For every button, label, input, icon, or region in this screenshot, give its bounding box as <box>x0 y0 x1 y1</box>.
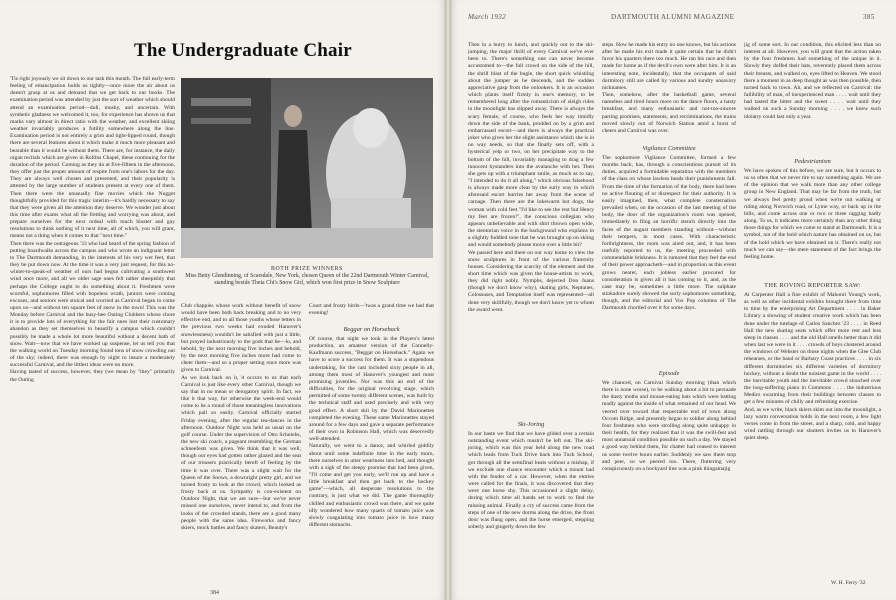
left-column-2: Club chappies whose work without benefit of snow would have been both back breaking and to no very effective end, and to all those youths whose letters in the previous two weeks had exuded Hanover's snowlessness) wouldn't be satisfied with just a little, but prayed industriously to the gods that be—lo, and behold, by the next morning five inches and behold, by the next morning five inches more had come to cheer them—and so a proper setting once more was given to Carnival. As we look back on it, it occurs to us that each Carnival is just like every other Carnival, though we say that in no mean or derogatory spirit. In fact, we like it that way, for otherwise the week-end would come to be a round of those meaningless innovations which pall so easily. Carnival officially started Friday evening, after the regular tea-dances in the afternoon. Outdoor Night was held as usual on the golf course. Under the supervision of Otto Schniebs, the new ski coach, a pageant resembling the German schneefests was given. We think that it was well, though our eyes had gotten rather glazed and the seat of our trousers practically bereft of feeling by the time it was over. There was a slight wait for the Queen of the Snows, a downright pretty girl, and we turned frosty to look at the crowd, which looked as frosty back at us. Sympathy is con-existent on Outdoor Night, that we are sure—but we've never missed one ourselves, never intend to, and from the looks of the crowded stands, there are a good many people with the same idea. Fireworks and fancy skiers, mock battles and fancy skaters, Beauty's <box>181 303 301 531</box>
folio-number: 385 <box>863 13 875 21</box>
right-column-3b: We have spoken of this before, we are sure, but it occurs to us so often that we never tire to say something again. We are of the opinion that we walk more than any other college group in New England. That may be far from the truth, but we always feel pretty proud when we're out walking or riding along Norwich road, or Lyme way, or back up in the hills, and come across one or two or three ragging badly along. To us, it indicates more certainly than any other thing those things for which we come to stand at Dartmouth. It is a symbol, not of the hold which nature has obtained on us, but of the hold which we have obtained on it. There's really not much we can say—the mere statement of the fact brings the feeling home. <box>744 168 881 260</box>
left-column-3b: Of course, that night we took in the Players's latest production, an amateur version of the Connelly-Kaufmann success, "Beggar on Horseback." Again we have to score a success for them. It was a stupendous undertaking, for the cast included sixty people in all, among them most of Hanover's youngest and most promising juveniles. Nor was this an end of the difficulties, for the original revolving stage, which permitted of some twenty different scenes, was built by the technical staff and used precisely and with very good effect. A short skit by the David Marionettes completed the evening. These same Marionettes stayed around for a few days and gave a separate performance of their own in Robinson Hall, which was deservedly well-attended. Naturally, we went to a dance, and whirled giddily about until some indefinite time in the early morn, there ourselves in utter weariness into bed, and thought with a sigh of the sleepy promise that had been given, "I'll come and get you early, we'll run up and have a little breakfast and then get back to the hockey game"—which, all desperate resolutions to the contrary, is just what we did. The game thoroughly chilled and enthusiastic crowd was there, and we quite idly wondered how many quarts of tomato juice was slowly coagulating into tomato juice in how many different stomachs. <box>309 336 434 529</box>
subhead-roving-reporter: THE ROVING REPORTER SAW: <box>764 282 861 289</box>
right-column-3c: At Carpenter Hall a fine exhibit of Mahonri Young's work, as well as other incidental exhibits brought there from time to time by the enterprising Art Department . . . . in Baker Library a showing of student creative work which has been done under the tutelage of Carlos Sanchez '23 . . . . in Reed Hall the new skating seats which offer more rest and less sleep in classes . . . . and the old Hall smells better than it did when last we were in it . . . . crowds of boys clustered around the windows of Webster on those nights when the Glee Club rehearses, or the band or Barbary Coast practices . . . . in six different dormitories six different varieties of dormitory hockey, without a doubt the noisiest game in the world . . . . the inevitable youth and the inevitable crowd slouched over the long-suffering piano in Commons . . . . the industrious Medics swarming from their buildings between classes to get a few minutes of chilly and refreshing exercise. And, as we write, black skiers skim out into the moonlight, a lazy warm conversation holds in the next room, a few light verses come in from the street, and a sharp, cold, and happy wind rattling through our shutters invites us to Hanover's quiet sleep. <box>744 292 881 442</box>
right-page <box>451 0 896 600</box>
photo-image <box>181 78 433 258</box>
subhead-episode: Episode <box>658 370 680 377</box>
right-column-2b: The sophomore Vigilance Committee, formed a few months back, has, through a conscientious pursuit of its duties, acquired a formidable reputation with the members of the class on whose lawless heads their punishments fall. From the time of the formation of the body, there had been no active flouting of or disrespect for their authority. It is easily imagined, then, what complete consternation prevailed when, on the occasion of the last meeting of the body, the door of the organization's room was opened, immediately to fling an horrific stench directly into the faces of the august members standing without—without their tempers, in most cases. With characteristic forthrightness, the room was aired out, and, it has been ruefully reported to us, the meeting proceeded with commendable briskness. It is rumored that they feel the end of their power approacheth—and in proportion as this event grows nearer, each jobless earlier procured for consideration is given all it has coming to it, and, as the case may be, sometimes a little more. The sulphate stinkadore surely showed the surly sophomores something, though, and the editorial and Vox Pop columns of The Dartmouth chortled over it for some days. <box>602 155 736 312</box>
right-column-2: steps. How he made his entry no one knows, but his actions after he made his exit made it quite certain that he didn't favor his quarters there too much. He ran his race and then made for home as if the devil's own were after him. It is an interesting note, incidentally, that the occupants of said dormitory still are called by various and sundry unsavory nicknames. Then, somehow, after the basketball game, several nameless and tired hours more on the dance floors, a hasty breakfast, and many enthusiastic and not-too-sincere parting promises, statements, and recriminations, the trains moved slowly out of Norwich Station amid a burst of cheers and Carnival was over. <box>602 42 736 134</box>
left-column-1: 'Tis right joyously we sit down to our task this month. The full early-term feeling of emancipation holds us tightly—once more the air about us doesn't grasp at us and demand that we get back to our books. The examination period was attended by just the sort of weather which should attend an examination period—dull, mushy, and uncertain. With synthetic gladness we welcomed it, too, for experience has shown us that marks vary almost in direct ratio with the weather, and excellent skiing weather invariably produces a futility somewhere along the line. Examination period is not entirely a grim and tight-lipped round, though there are several features about it which make it much more pleasant and bearable than it would be without them. There are, for instance, the daily organ recitals which are given in Rollins Chapel, these continuing for the duration of the period. Coming as they do at five-fifteen in the afternoon, they offer just the proper amount of respite from one's labors for the day. They are always well chosen and presented, and their popularity is attested by the large number of students present at every one of them. Then there were the unusually fine movies which the Nugget thoughtfully provided for this tragic interim—it's hardly necessary to say that they were given all the attention they deserve. We wonder just about this time after exams what all the fretting and worrying was about, and prepare ourselves for the next ordeal with much bluster and gay resolutions to think nothing of it next time, all of which, you will grant, means not a thing when it comes to that "next time." Then there was the outrageous '33 who had heard of the spring fashion of putting boardwalks across the campus and who wrote an indignant letter to The Dartmouth demanding, in the interests of his very wet feet, that they be put down now. At the time it was a very just request, for this no-winter-to-speak-of weather of ours had begun cultivating a southwest wind once more, and all we older sage ones felt rather sheepishly that perhaps the College ought to do something about it. Freshmen were scornful, sophomores filled with hopeless wrath, juniors were coining excuses, and seniors were stoical and worried as Carnival began to come upon us—and without ten square feet of snow in the town! This was the Monday before Carnival and the busy-bee Outing Clubbers whose chore it is to provide lots of everything for the fair ones lost their customary abandon as they set themselves to beautify a campus which couldn't possibly be made a whole lot more beautiful without a decent bath of snow. Wait—now that we have worked up suspense, let us tell you that the walking world on Tuesday morning found tons of snow crowding out of the sky; indeed, there was enough by night to insure a moderately successful Carnival, and the littlest ideas were no more. Having tasted of success, however, they (we mean by "they" primarily the Outing <box>10 76 175 383</box>
prize-winners-photo <box>181 78 433 258</box>
right-column-1b: In our haste we find that we have glided over a certain outstanding event which mustn't be left out. The ski-joring, which was this year held along the new road which leads from Tuck Drive back into Tuck School, got through all the semifinal heats without a mishap, if we exclude one chance encounter which a mount had with the fender of a car. However, when the entries were called for the finals, it was discovered that they were one horse shy. This occasioned a slight delay, during which time all hands set to work to find the missing animal. Finally a cry of success came from the steps of one of the new dorms along the drive, the front door was flung open, and the horse emerged, stepping soberly and gingerly down the few <box>468 431 594 531</box>
subhead-pedestrianism: Pedestrianism <box>794 158 831 165</box>
subhead-ski-joring: Ski-Joring <box>517 421 545 428</box>
photo-caption-head: BOTH PRIZE WINNERS <box>271 266 343 272</box>
left-page <box>0 0 445 600</box>
folio-title: DARTMOUTH ALUMNI MAGAZINE <box>611 13 735 21</box>
author-signature: W. H. Ferry '32 <box>831 580 866 586</box>
left-column-3: Court and frosty birds—'twas a grand time we had that evening! <box>309 303 434 317</box>
right-column-2c: We chanced, on Carnival Sunday morning (than which there is none worse), to be walking about a bit to persuade the dusty moths and mouse-eating bats which were batting madly against the inside of what remained of our head. We veered over toward that respectable end of town along Occom Ridge, and presently began to soldier along behind four freshmen who were strolling along quite unhappy in their health, for they realized that it was the swill-fest and most unnatural condition possible on such a day. We stayed a good way behind them, for chatter had ceased to interest us some twelve hours earlier. Suddenly we saw them stop and peer, so we peered too. There, fluttering very conspicuously on a hockyard line was a pink thingamajig <box>602 380 736 472</box>
folio-date: March 1932 <box>468 13 507 21</box>
subhead-vigilance: Vigilance Committee <box>642 145 696 152</box>
right-column-3: jig of some sort. In our condition, this elicited less than no interest at all. However, you will grant that the action taken by the four freshmen had something of the unique in it. Slowly they doffed their hats, reverently placed them across their breasts, and walked on, eyes lifted to Heaven. We stood there a moment in as deep thought as was then possible, then turned back to town. Ah, and we reflected on Carnival: the fallibility of man, of inexperienced man . . . . wait until they had tasted the bitter and the sweet . . . . wait until they walked on such a Sunday morning . . . . we knew such idolatry could last only a year. <box>744 42 881 120</box>
subhead-beggar: Beggar on Horseback <box>343 326 400 333</box>
article-title: The Undergraduate Chair <box>134 40 352 61</box>
photo-caption: Miss Betty Glendinning, of Scarsdale, New York, chosen Queen of the 22nd Dartmouth Winter Carnival, standing beside Theta Chi's Snow Girl, which won first prize in Snow Sculpture <box>185 273 429 287</box>
left-page-number: 384 <box>210 590 219 596</box>
right-column-1: Then in a hurry to lunch, and quickly out to the ski-jumping, the major thrill of every Carnival we've ever been to. There's something one can never become accustomed to—the full crowd on the side of the hill, the shrill blast of the bugle, the short quick whistling about the jumper as he descends, and the sudden appreciative gasp from the onlookers. It is an occasion which plants itself firmly in one's memory, to be remembered long after the romanticism of sleigh rides in the moonlight has slipped away. There is always the scary female, of course, who feels her way timidly down the side of the bank, prodded on by a grim and embarrassed escort—and there is always the practical joker who gives her the slight assistance which she is in no way needs, so that she finally sets off, with a hysterical yelp or two, on her precipitate way to the bottom of the hill, invariably managing to drag a few innocent bystanders into the avalanche with her. Then she gets up with a triumphant smile, as much as to say, "I intended to do it all along," which obvious falsehood is always made more clear by the surly way in which aforesaid escort hurries her away from the scene of carnage. Then there are the lukewarm hot dogs, the woman with cold feet "I'd like to see the rest but Henry my feet are frozen!", the conscious collegian who appears unbelievable and with shirt thrown open wide, the stentorian voice in the background who explains in a slightly fuddled tone that he was brought up on skiing and would somebody please move over a little bit? We passed here and there on our way home to view the snow sculptures in front of the various fraternity houses. Considering the scarcity of the element and the short time which was given the house-artists to work, they did right nobly. Nymphs, dejected Don Juans (though we don't know why), skating girls, Neptunes, Colossuses, and Temptation itself was represented—all done very skillfully, though we don't know yet to whom the award went. <box>468 42 594 313</box>
